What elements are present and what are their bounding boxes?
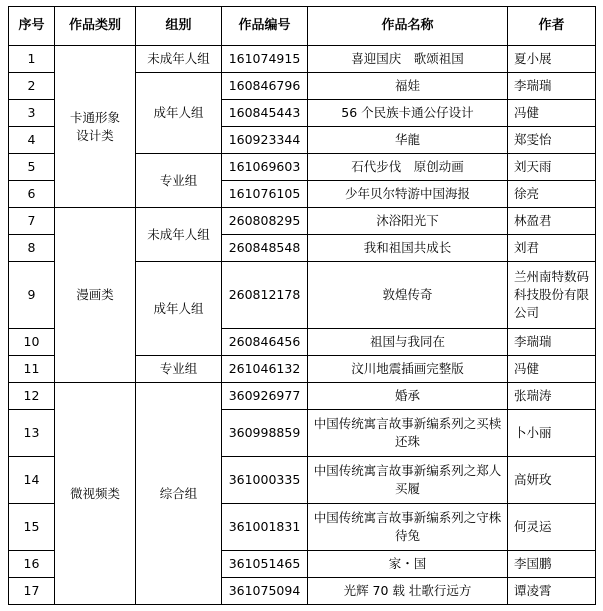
header-category: 作品类别: [55, 7, 136, 46]
cell-author: 高妍玫: [508, 457, 596, 504]
group-minor: 未成年人组: [136, 208, 222, 262]
cell-seq: 9: [9, 262, 55, 329]
cell-code: 161069603: [222, 154, 308, 181]
cell-code: 260848548: [222, 235, 308, 262]
cell-author: 冯健: [508, 356, 596, 383]
cell-seq: 17: [9, 578, 55, 605]
cell-seq: 3: [9, 100, 55, 127]
cell-code: 260808295: [222, 208, 308, 235]
header-seq: 序号: [9, 7, 55, 46]
table-row: [9, 46, 596, 73]
cell-author: 刘天雨: [508, 154, 596, 181]
header-row: [9, 7, 596, 46]
cell-code: 161076105: [222, 181, 308, 208]
cell-author: 李瑞瑞: [508, 329, 596, 356]
cell-author: 冯健: [508, 100, 596, 127]
category-video: 微视频类: [55, 383, 136, 605]
cell-author: 林盈君: [508, 208, 596, 235]
cell-code: 361001831: [222, 504, 308, 551]
group-minor: 未成年人组: [136, 46, 222, 73]
cell-title: 沐浴阳光下: [308, 208, 508, 235]
cell-seq: 11: [9, 356, 55, 383]
cell-code: 361051465: [222, 551, 308, 578]
cell-seq: 4: [9, 127, 55, 154]
cell-seq: 14: [9, 457, 55, 504]
cell-title: 敦煌传奇: [308, 262, 508, 329]
cell-title: 喜迎国庆 歌颂祖国: [308, 46, 508, 73]
cell-seq: 12: [9, 383, 55, 410]
cell-title: 中国传统寓言故事新编系列之守株待兔: [308, 504, 508, 551]
cell-seq: 16: [9, 551, 55, 578]
cell-code: 260846456: [222, 329, 308, 356]
cell-title: 祖国与我同在: [308, 329, 508, 356]
cell-title: 56 个民族卡通公仔设计: [308, 100, 508, 127]
cell-author: 卜小丽: [508, 410, 596, 457]
header-code: 作品编号: [222, 7, 308, 46]
category-comic: 漫画类: [55, 208, 136, 383]
cell-seq: 1: [9, 46, 55, 73]
group-adult: 成年人组: [136, 73, 222, 154]
cell-seq: 8: [9, 235, 55, 262]
cell-code: 160845443: [222, 100, 308, 127]
cell-seq: 5: [9, 154, 55, 181]
cell-code: 361000335: [222, 457, 308, 504]
table-row: [9, 383, 596, 410]
cell-author: 刘君: [508, 235, 596, 262]
cell-code: 160923344: [222, 127, 308, 154]
header-title: 作品名称: [308, 7, 508, 46]
cell-author: 徐亮: [508, 181, 596, 208]
group-general: 综合组: [136, 383, 222, 605]
cell-code: 360998859: [222, 410, 308, 457]
cell-code: 360926977: [222, 383, 308, 410]
cell-author: 张瑞涛: [508, 383, 596, 410]
cell-seq: 15: [9, 504, 55, 551]
cell-title: 福娃: [308, 73, 508, 100]
group-pro: 专业组: [136, 154, 222, 208]
cell-code: 260812178: [222, 262, 308, 329]
category-cartoon: 卡通形象设计类: [55, 46, 136, 208]
cell-code: 160846796: [222, 73, 308, 100]
cell-author: 兰州南特数码科技股份有限公司: [508, 262, 596, 329]
table-row: [9, 208, 596, 235]
cell-title: 华龍: [308, 127, 508, 154]
cell-title: 石代步伐 原创动画: [308, 154, 508, 181]
cell-title: 汶川地震插画完整版: [308, 356, 508, 383]
cell-author: 李瑞瑞: [508, 73, 596, 100]
cell-seq: 2: [9, 73, 55, 100]
cell-seq: 6: [9, 181, 55, 208]
cell-author: 谭凌霄: [508, 578, 596, 605]
header-group: 组别: [136, 7, 222, 46]
header-author: 作者: [508, 7, 596, 46]
cell-title: 我和祖国共成长: [308, 235, 508, 262]
cell-title: 中国传统寓言故事新编系列之买椟还珠: [308, 410, 508, 457]
cell-seq: 13: [9, 410, 55, 457]
group-adult: 成年人组: [136, 262, 222, 356]
cell-title: 少年贝尔特游中国海报: [308, 181, 508, 208]
cell-author: 夏小展: [508, 46, 596, 73]
cell-seq: 10: [9, 329, 55, 356]
cell-author: 何灵运: [508, 504, 596, 551]
cell-title: 家・国: [308, 551, 508, 578]
cell-code: 261046132: [222, 356, 308, 383]
award-table: [8, 6, 596, 605]
cell-title: 光辉 70 载 壮歌行远方: [308, 578, 508, 605]
group-pro: 专业组: [136, 356, 222, 383]
cell-code: 161074915: [222, 46, 308, 73]
cell-title: 中国传统寓言故事新编系列之郑人买履: [308, 457, 508, 504]
cell-seq: 7: [9, 208, 55, 235]
cell-title: 婚承: [308, 383, 508, 410]
cell-code: 361075094: [222, 578, 308, 605]
cell-author: 李国鹏: [508, 551, 596, 578]
cell-author: 郑雯怡: [508, 127, 596, 154]
